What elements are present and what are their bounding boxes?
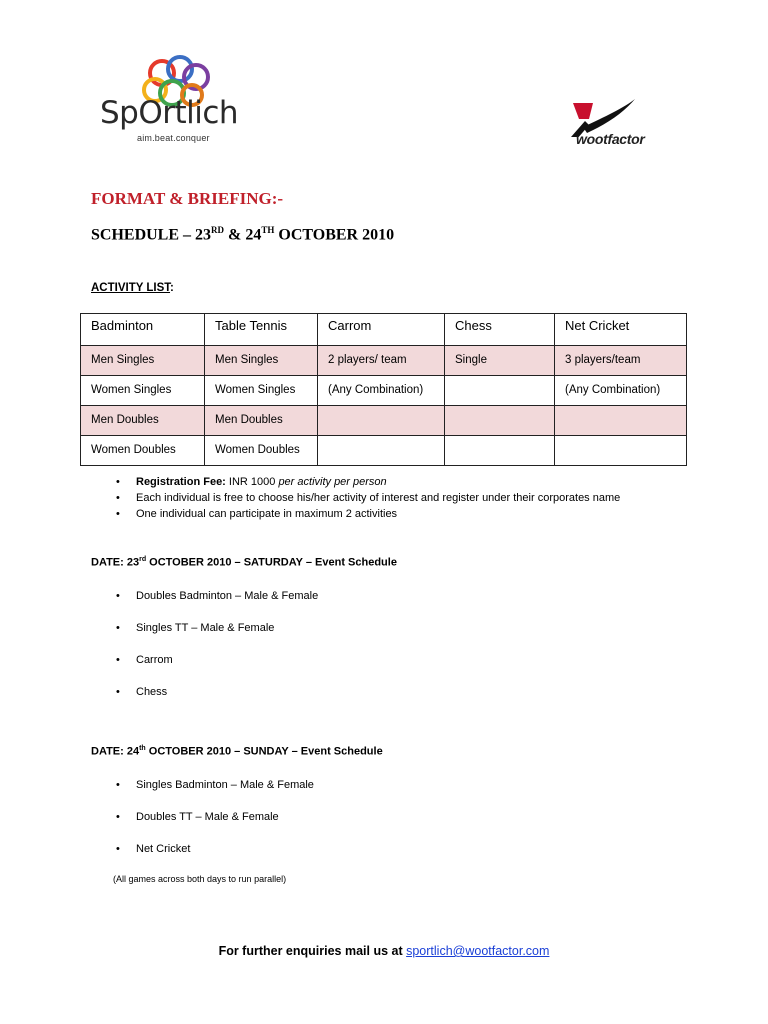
- list-item: • Chess: [110, 684, 318, 700]
- wootfactor-logo: [565, 97, 690, 157]
- day2-sup: th: [139, 745, 146, 752]
- sportlich-wordmark: SpOrtlich: [100, 95, 239, 131]
- day1-sup: rd: [139, 556, 147, 563]
- table-cell: 2 players/ team: [318, 346, 445, 376]
- day1-schedule-list: [110, 588, 318, 700]
- day2-heading: [91, 745, 383, 758]
- list-item: • Singles TT – Male & Female: [110, 620, 318, 636]
- activity-table: [80, 313, 687, 466]
- fee-amount: INR 1000: [228, 476, 279, 488]
- table-header-cell: Table Tennis: [205, 314, 318, 346]
- table-row: [81, 436, 687, 466]
- list-item: • Singles Badminton – Male & Female: [110, 777, 314, 793]
- enquiry-line: [0, 944, 768, 958]
- table-cell: [555, 436, 687, 466]
- schedule-prefix: SCHEDULE: [91, 226, 180, 244]
- table-cell: (Any Combination): [318, 376, 445, 406]
- schedule-sup2: TH: [261, 225, 275, 235]
- list-item: • Each individual is free to choose his/her activity of interest and register under their corporates name: [110, 490, 620, 506]
- table-cell: [318, 436, 445, 466]
- table-cell: Men Singles: [205, 346, 318, 376]
- email-link[interactable]: sportlich@wootfactor.com: [406, 944, 550, 958]
- schedule-month: OCTOBER 2010: [274, 226, 395, 244]
- list-item: • Carrom: [110, 652, 318, 668]
- schedule-date2: & 24: [224, 226, 262, 244]
- table-row: [81, 376, 687, 406]
- table-cell: Women Singles: [205, 376, 318, 406]
- enquiry-text: For further enquiries mail us at: [218, 944, 407, 958]
- table-cell: Men Singles: [81, 346, 205, 376]
- table-cell: [555, 406, 687, 436]
- parallel-games-note: (All games across both days to run parallel): [113, 874, 287, 884]
- table-header-row: [81, 314, 687, 346]
- sportlich-logo: [100, 55, 250, 145]
- table-cell: [445, 376, 555, 406]
- table-header-cell: Badminton: [81, 314, 205, 346]
- table-cell: [318, 406, 445, 436]
- table-header-cell: Carrom: [318, 314, 445, 346]
- table-header-cell: Chess: [445, 314, 555, 346]
- day2-schedule-list: [110, 777, 314, 857]
- schedule-sup1: RD: [211, 225, 225, 235]
- table-cell: [445, 436, 555, 466]
- activity-list-label: ACTIVITY LIST: [91, 282, 171, 294]
- day2-title: OCTOBER 2010 – SUNDAY – Event Schedule: [145, 745, 383, 758]
- day2-date: DATE: 24: [91, 745, 140, 758]
- list-item: • Doubles Badminton – Male & Female: [110, 588, 318, 604]
- activity-list-colon: :: [170, 282, 174, 294]
- wootfactor-wordmark: wootfactor: [576, 131, 645, 147]
- table-row: [81, 346, 687, 376]
- list-item: • One individual can participate in maximum 2 activities: [110, 506, 620, 522]
- table-cell: Women Singles: [81, 376, 205, 406]
- table-cell: Men Doubles: [81, 406, 205, 436]
- table-cell: [445, 406, 555, 436]
- day1-date: DATE: 23: [91, 556, 140, 569]
- fee-label: Registration Fee:: [136, 476, 229, 488]
- day1-title: OCTOBER 2010 – SATURDAY – Event Schedule: [146, 556, 397, 569]
- table-header-cell: Net Cricket: [555, 314, 687, 346]
- day1-heading: [91, 556, 397, 569]
- table-row: [81, 406, 687, 436]
- sportlich-tagline: aim.beat.conquer: [137, 133, 210, 143]
- list-item: [110, 474, 620, 490]
- activity-list-title: [91, 282, 174, 294]
- list-item: • Doubles TT – Male & Female: [110, 809, 314, 825]
- schedule-date1: – 23: [179, 226, 212, 244]
- format-briefing-heading: FORMAT & BRIEFING:-: [91, 189, 284, 208]
- table-cell: Women Doubles: [81, 436, 205, 466]
- schedule-heading: [91, 225, 394, 244]
- fee-detail: per activity per person: [278, 476, 387, 488]
- table-cell: Men Doubles: [205, 406, 318, 436]
- registration-notes: [110, 474, 620, 522]
- list-item: • Net Cricket: [110, 841, 314, 857]
- table-cell: Women Doubles: [205, 436, 318, 466]
- table-cell: 3 players/team: [555, 346, 687, 376]
- table-cell: (Any Combination): [555, 376, 687, 406]
- table-cell: Single: [445, 346, 555, 376]
